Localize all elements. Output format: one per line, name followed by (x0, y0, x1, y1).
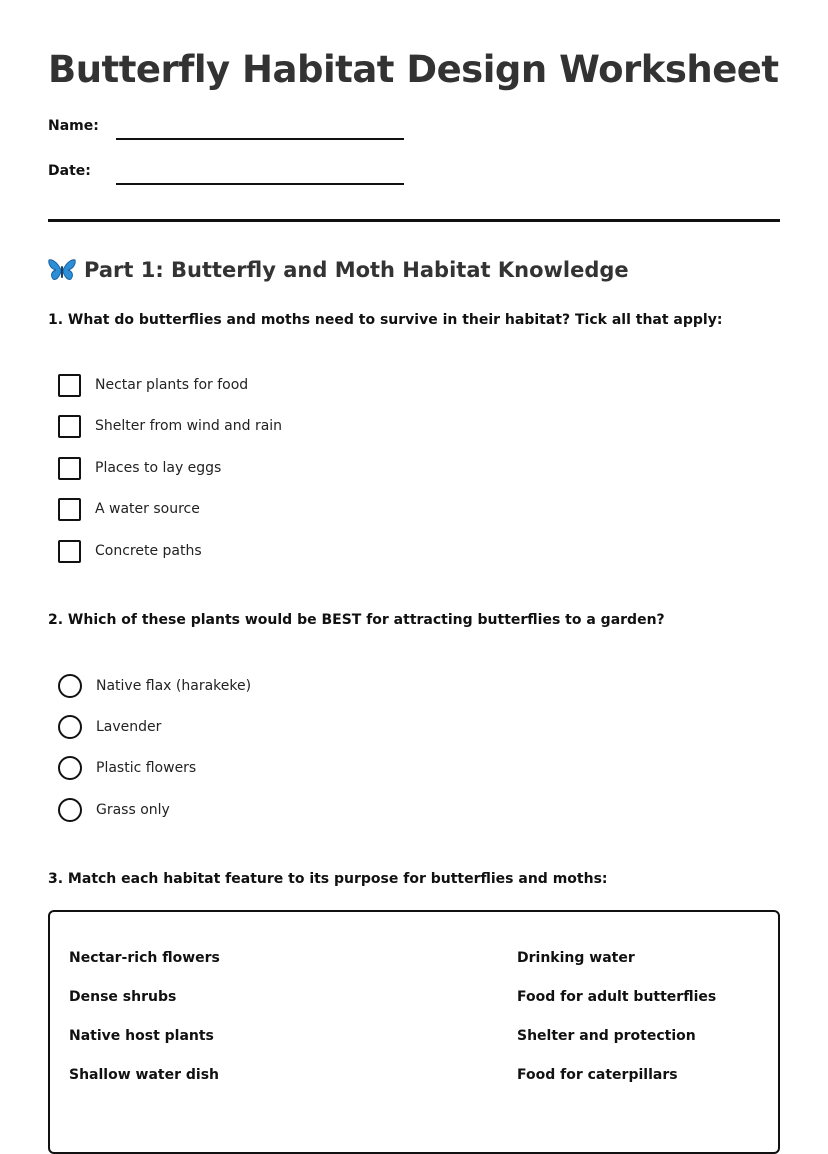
habitat-feature[interactable]: Shallow water dish (69, 1067, 219, 1083)
radio-button[interactable] (58, 756, 82, 780)
matching-box (48, 910, 780, 1154)
q1-option[interactable] (58, 373, 248, 397)
habitat-purpose[interactable]: Drinking water (517, 950, 635, 966)
question-2: 2. Which of these plants would be BEST for attracting butterflies to a garden? (48, 612, 665, 628)
question-1: 1. What do butterflies and moths need to survive in their habitat? Tick all that apply: (48, 312, 723, 328)
q2-option[interactable] (58, 756, 196, 780)
question-3: 3. Match each habitat feature to its purpose for butterflies and moths: (48, 871, 608, 887)
habitat-purpose[interactable]: Food for caterpillars (517, 1067, 678, 1083)
q2-option[interactable] (58, 715, 161, 739)
habitat-feature[interactable]: Native host plants (69, 1028, 214, 1044)
q1-option[interactable] (58, 539, 202, 563)
q1-option[interactable] (58, 456, 221, 480)
radio-button[interactable] (58, 798, 82, 822)
habitat-feature[interactable]: Dense shrubs (69, 989, 177, 1005)
checkbox[interactable] (58, 498, 81, 521)
checkbox[interactable] (58, 415, 81, 438)
radio-button[interactable] (58, 674, 82, 698)
q1-option[interactable] (58, 414, 282, 438)
option-label: Grass only (96, 802, 170, 818)
checkbox[interactable] (58, 457, 81, 480)
part1-heading (48, 258, 629, 282)
worksheet-title: Butterfly Habitat Design Worksheet (48, 48, 779, 91)
q2-option[interactable] (58, 674, 251, 698)
option-label: Concrete paths (95, 543, 202, 559)
checkbox[interactable] (58, 540, 81, 563)
option-label: Shelter from wind and rain (95, 418, 283, 434)
date-input-line[interactable] (116, 183, 404, 185)
date-field (48, 163, 408, 191)
habitat-purpose[interactable]: Shelter and protection (517, 1028, 696, 1044)
q2-option[interactable] (58, 798, 170, 822)
checkbox[interactable] (58, 374, 81, 397)
radio-button[interactable] (58, 715, 82, 739)
date-label: Date: (48, 163, 91, 179)
option-label: Nectar plants for food (95, 377, 249, 393)
option-label: Plastic flowers (96, 760, 197, 776)
name-label: Name: (48, 118, 99, 134)
name-input-line[interactable] (116, 138, 404, 140)
option-label: Native flax (harakeke) (96, 678, 252, 694)
option-label: Lavender (96, 719, 162, 735)
header-divider (48, 219, 780, 222)
habitat-feature[interactable]: Nectar-rich flowers (69, 950, 220, 966)
option-label: Places to lay eggs (95, 460, 222, 476)
habitat-purpose[interactable]: Food for adult butterflies (517, 989, 717, 1005)
part1-heading-text: Part 1: Butterfly and Moth Habitat Knowledge (84, 258, 629, 282)
q1-option[interactable] (58, 497, 200, 521)
name-field (48, 118, 408, 146)
option-label: A water source (95, 501, 200, 517)
butterfly-icon (48, 258, 76, 282)
